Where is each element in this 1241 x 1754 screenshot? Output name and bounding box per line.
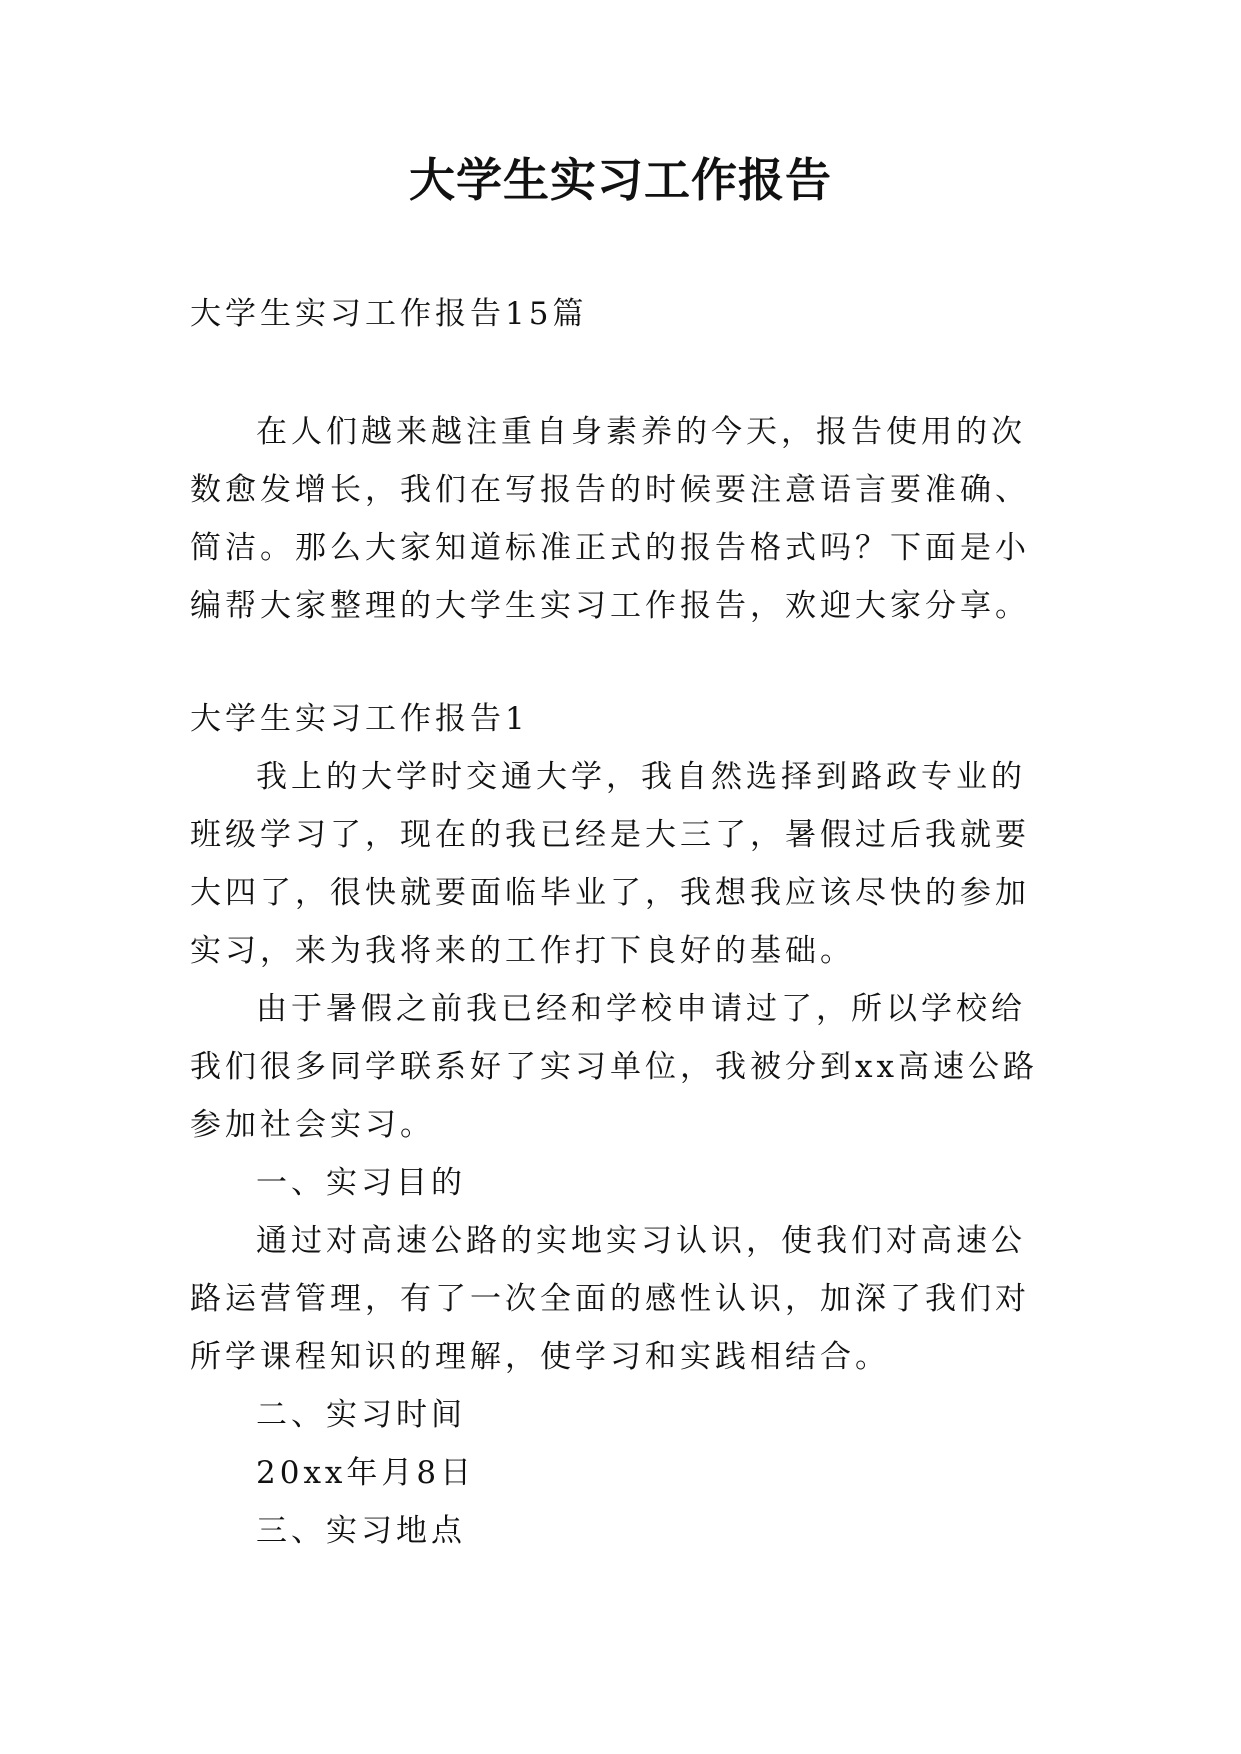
intro-paragraph: 在人们越来越注重自身素养的今天，报告使用的次数愈发增长，我们在写报告的时候要注意语言要准确、简洁。那么大家知道标准正式的报告格式吗？下面是小编帮大家整理的大学生实习工作报告，欢迎大家分享。 <box>190 414 1030 624</box>
subheading-time: 二、实习时间 <box>256 1397 466 1433</box>
subheading-location: 三、实习地点 <box>256 1513 466 1549</box>
body-paragraph: 我上的大学时交通大学，我自然选择到路政专业的班级学习了，现在的我已经是大三了，暑假过后我就要大四了，很快就要面临毕业了，我想我应该尽快的参加实习，来为我将来的工作打下良好的基础。 <box>190 759 1030 969</box>
body-paragraph: 通过对高速公路的实地实习认识，使我们对高速公路运营管理，有了一次全面的感性认识，加深了我们对所学课程知识的理解，使学习和实践相结合。 <box>190 1223 1030 1375</box>
section-heading: 大学生实习工作报告1 <box>190 701 529 737</box>
body-paragraph: 由于暑假之前我已经和学校申请过了，所以学校给我们很多同学联系好了实习单位，我被分到xx高速公路参加社会实习。 <box>190 991 1038 1143</box>
date-line: 20xx年月8日 <box>256 1455 476 1491</box>
subheading-purpose: 一、实习目的 <box>256 1165 466 1201</box>
document-subtitle: 大学生实习工作报告15篇 <box>190 296 588 332</box>
document-title: 大学生实习工作报告 <box>409 153 832 207</box>
document-body <box>190 285 1060 1560</box>
